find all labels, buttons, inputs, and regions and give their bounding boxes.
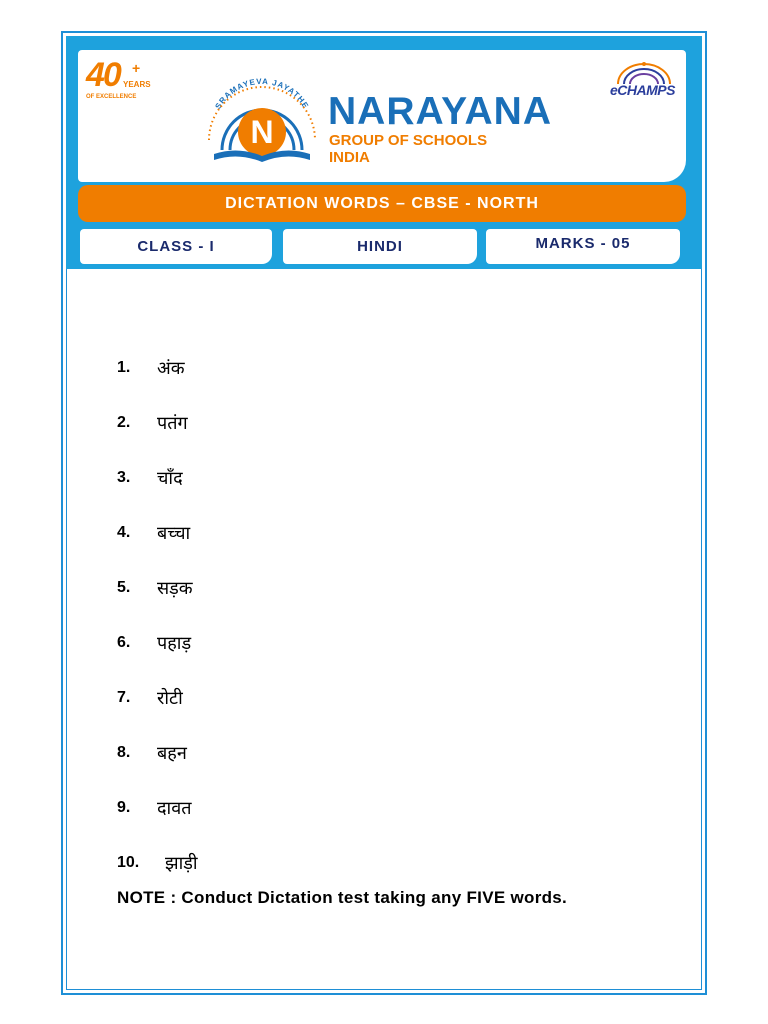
item-number: 10. — [117, 853, 140, 871]
class-box — [80, 229, 272, 264]
list-item — [117, 450, 198, 505]
logo-letter: N — [250, 114, 274, 150]
marks-box — [486, 229, 680, 264]
brand-country: INDIA — [329, 149, 370, 166]
echamps-label: eCHAMPS — [610, 82, 675, 98]
item-word: बहन — [157, 742, 187, 764]
years-badge — [86, 58, 156, 108]
item-number: 6. — [117, 633, 131, 651]
item-number: 8. — [117, 743, 131, 761]
item-number: 3. — [117, 468, 131, 486]
subject-box — [283, 229, 477, 264]
page-title: DICTATION WORDS – CBSE - NORTH — [225, 194, 539, 212]
item-word: पहाड़ — [157, 632, 192, 654]
item-word: दावत — [157, 797, 192, 819]
logo-motto: SRAMAYEVA JAYATHE — [213, 76, 311, 111]
badge-plus: + — [132, 60, 141, 76]
badge-years: YEARS — [123, 80, 151, 89]
list-item — [117, 340, 198, 395]
echamps-logo — [606, 60, 682, 100]
item-number: 2. — [117, 413, 131, 431]
class-label: CLASS - I — [137, 238, 215, 255]
list-item — [117, 560, 198, 615]
narayana-logo-emblem — [200, 66, 324, 170]
item-word: बच्चा — [157, 522, 191, 544]
list-item — [117, 725, 198, 780]
brand-name: NARAYANA — [328, 90, 553, 133]
svg-text:SRAMAYEVA JAYATHE — [213, 77, 310, 111]
item-number: 4. — [117, 523, 131, 541]
badge-excellence: OF EXCELLENCE — [86, 94, 137, 100]
item-word: रोटी — [157, 687, 183, 709]
item-word: चाँद — [157, 467, 183, 489]
item-word: पतंग — [157, 412, 188, 434]
item-number: 7. — [117, 688, 131, 706]
title-bar — [78, 185, 686, 222]
subject-label: HINDI — [357, 238, 403, 255]
list-item — [117, 505, 198, 560]
list-item — [117, 780, 198, 835]
item-number: 1. — [117, 358, 131, 376]
item-word: सड़क — [157, 577, 193, 599]
dictation-word-list — [117, 340, 198, 890]
item-number: 9. — [117, 798, 131, 816]
note-text: NOTE : Conduct Dictation test taking any FIVE words. — [117, 888, 568, 907]
item-number: 5. — [117, 578, 131, 596]
marks-label: MARKS - 05 — [535, 235, 631, 252]
brand-subtitle: GROUP OF SCHOOLS — [329, 132, 488, 149]
list-item — [117, 615, 198, 670]
list-item — [117, 670, 198, 725]
badge-number: 40 — [86, 56, 120, 94]
item-word: झाड़ी — [165, 852, 198, 874]
list-item — [117, 395, 198, 450]
list-item — [117, 835, 198, 890]
item-word: अंक — [157, 357, 185, 379]
